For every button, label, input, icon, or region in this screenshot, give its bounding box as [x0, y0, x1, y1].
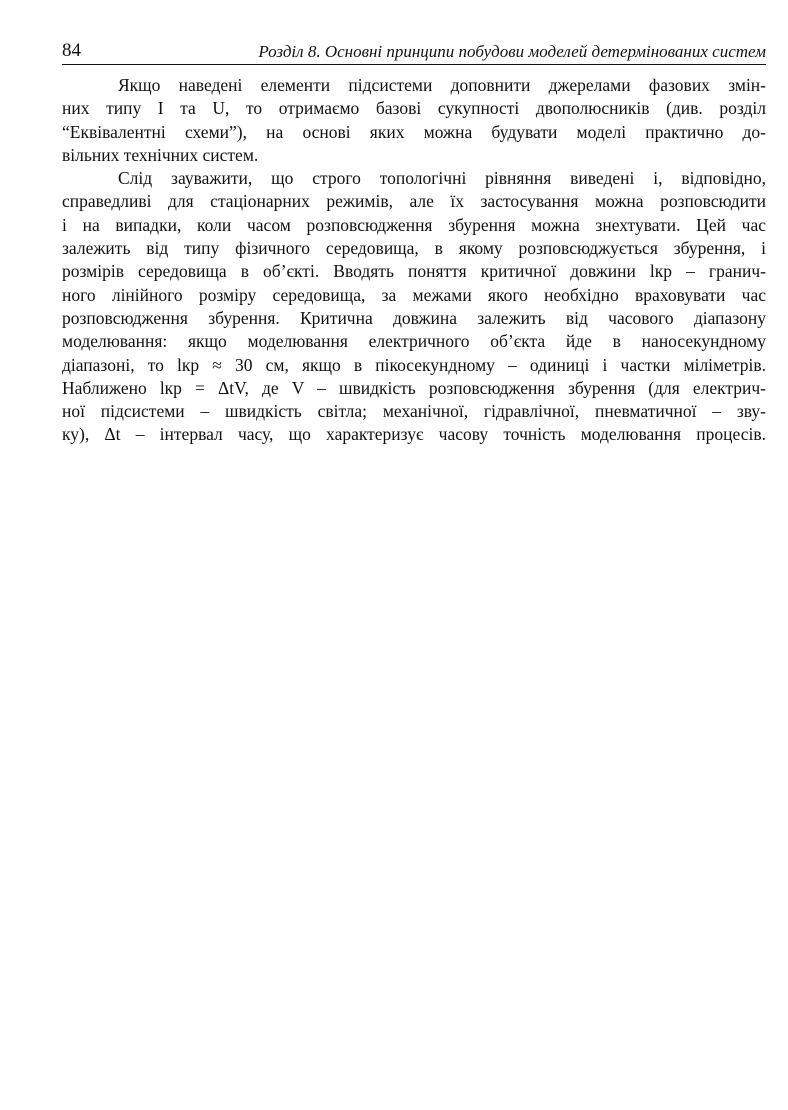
text-line: справедливі для стаціонарних режимів, але їх застосування можна розповсюдити	[62, 191, 766, 212]
text-line: “Еквівалентні схеми”), на основі яких можна будувати моделі практично до-	[62, 121, 766, 142]
paragraph-1	[62, 74, 766, 167]
text-line: них типу I та U, то отримаємо базові сукупності двополюсників (див. розділ	[62, 98, 766, 119]
text-line: ної підсистеми – швидкість світла; механічної, гідравлічної, пневматичної – зву-	[62, 401, 766, 422]
text-line: Слід зауважити, що строго топологічні рівняння виведені і, відповідно,	[118, 168, 766, 189]
text-line: залежить від типу фізичного середовища, в якому розповсюджується збурення, і	[62, 238, 766, 259]
text-line: вільних технічних систем.	[62, 144, 259, 165]
text-line: ного лінійного розміру середовища, за межами якого необхідно враховувати час	[62, 284, 766, 305]
running-title: Розділ 8. Основні принципи побудови моделей детермінованих систем	[258, 42, 766, 61]
text-line: моделювання: якщо моделювання електричного об’єкта йде в наносекундному	[62, 331, 766, 352]
text-line: Якщо наведені елементи підсистеми доповнити джерелами фазових змін-	[118, 75, 766, 95]
page-header	[62, 38, 766, 65]
text-line: і на випадки, коли часом розповсюдження збурення можна знехтувати. Цей час	[62, 214, 766, 235]
page-number: 84	[62, 40, 81, 61]
text-line: розповсюдження збурення. Критична довжина залежить від часового діапазону	[62, 307, 766, 328]
body-text	[62, 74, 766, 447]
text-line: Наближено lкр = ΔtV, де V – швидкість розповсюдження збурення (для електрич-	[62, 377, 766, 398]
text-line: ку), Δt – інтервал часу, що характеризує часову точність моделювання процесів.	[62, 424, 766, 445]
text-line: розмірів середовища в об’єкті. Вводять поняття критичної довжини lкр – гранич-	[62, 261, 766, 282]
paragraph-2	[62, 167, 766, 447]
text-line: діапазоні, то lкр ≈ 30 см, якщо в пікосекундному – одиниці і частки міліметрів.	[62, 354, 766, 375]
